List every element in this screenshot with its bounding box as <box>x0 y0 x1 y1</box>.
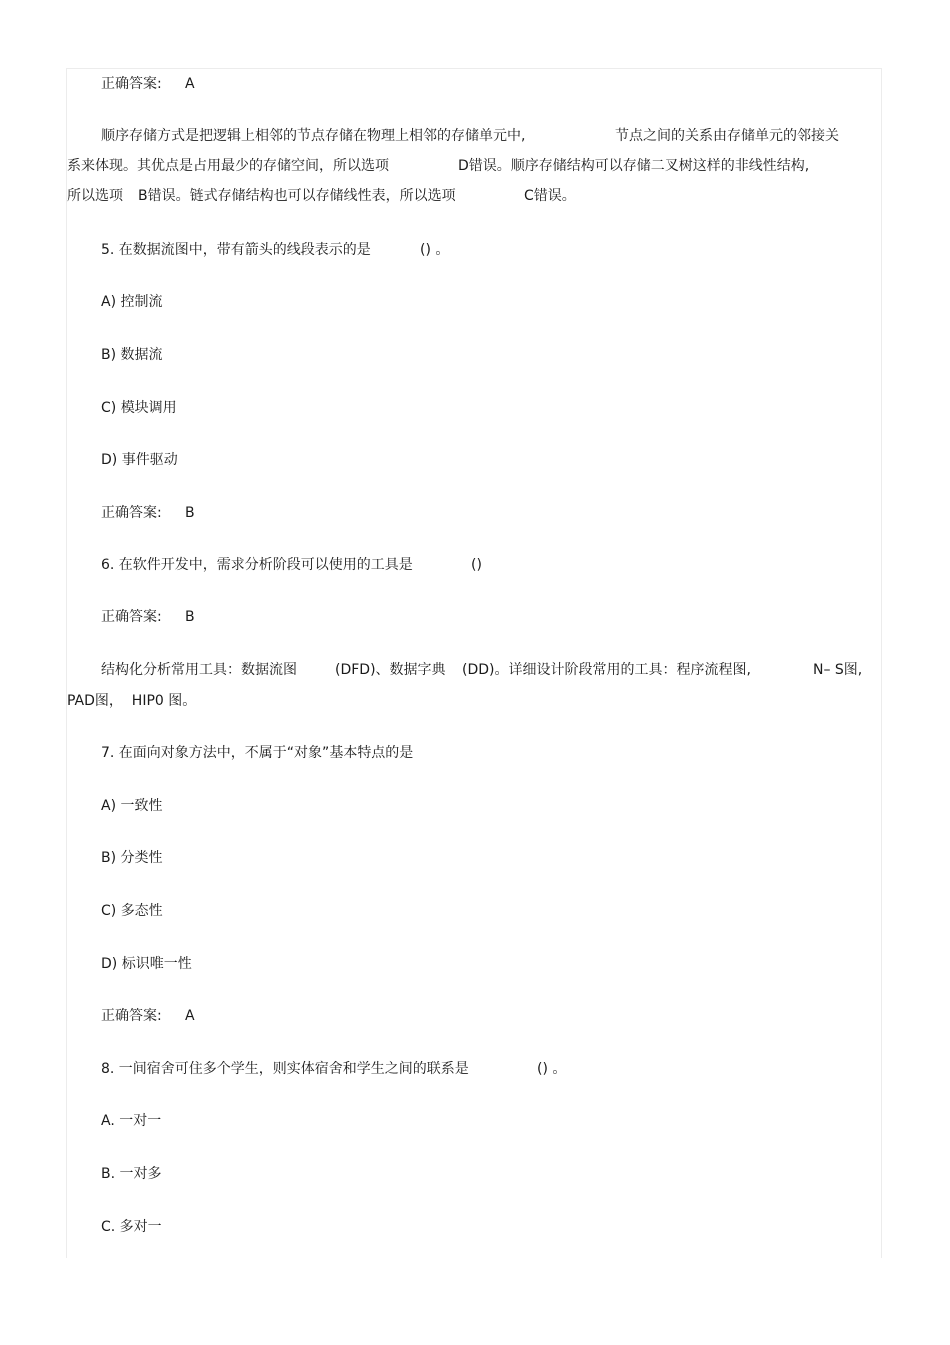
explanation-text: 所以选项 <box>67 188 123 204</box>
explanation-text: N– S图, <box>813 662 863 678</box>
option-b: B) 数据流 <box>101 347 163 363</box>
question-blank: () <box>471 557 482 573</box>
option-d: D) 标识唯一性 <box>101 956 192 972</box>
answer-label: 正确答案: <box>101 609 162 625</box>
option-c: C) 多态性 <box>101 903 163 919</box>
answer-value: A <box>185 1008 195 1024</box>
question-stem: 8. 一间宿舍可住多个学生，则实体宿舍和学生之间的联系是 <box>101 1061 469 1077</box>
answer-value: A <box>185 76 195 92</box>
option-c: C. 多对一 <box>101 1219 162 1235</box>
question-stem: 6. 在软件开发中，需求分析阶段可以使用的工具是 <box>101 557 413 573</box>
option-a: A. 一对一 <box>101 1113 162 1129</box>
question-blank: () 。 <box>420 242 450 258</box>
explanation-text: PAD图， HIP0 图。 <box>67 693 197 709</box>
explanation-text: (DFD)、数据字典 <box>335 662 446 678</box>
answer-value: B <box>185 505 195 521</box>
option-b: B. 一对多 <box>101 1166 162 1182</box>
explanation-text: 节点之间的关系由存储单元的邻接关 <box>615 128 839 144</box>
answer-value: B <box>185 609 195 625</box>
option-d: D) 事件驱动 <box>101 452 178 468</box>
option-a: A) 一致性 <box>101 798 163 814</box>
option-c: C) 模块调用 <box>101 400 177 416</box>
explanation-text: (DD)。详细设计阶段常用的工具：程序流程图, <box>462 662 751 678</box>
option-b: B) 分类性 <box>101 850 163 866</box>
answer-label: 正确答案: <box>101 505 162 521</box>
explanation-text: 系来体现。其优点是占用最少的存储空间，所以选项 <box>67 158 389 174</box>
explanation-text: 结构化分析常用工具：数据流图 <box>101 662 297 678</box>
explanation-text: 顺序存储方式是把逻辑上相邻的节点存储在物理上相邻的存储单元中, <box>101 128 526 144</box>
explanation-text: D错误。顺序存储结构可以存储二叉树这样的非线性结构, <box>458 158 810 174</box>
answer-label: 正确答案: <box>101 76 162 92</box>
question-stem: 7. 在面向对象方法中，不属于“对象”基本特点的是 <box>101 745 414 761</box>
answer-label: 正确答案: <box>101 1008 162 1024</box>
question-stem: 5. 在数据流图中，带有箭头的线段表示的是 <box>101 242 371 258</box>
question-blank: () 。 <box>537 1061 567 1077</box>
explanation-text: C错误。 <box>524 188 576 204</box>
explanation-text: B错误。链式存储结构也可以存储线性表，所以选项 <box>138 188 456 204</box>
option-a: A) 控制流 <box>101 294 163 310</box>
